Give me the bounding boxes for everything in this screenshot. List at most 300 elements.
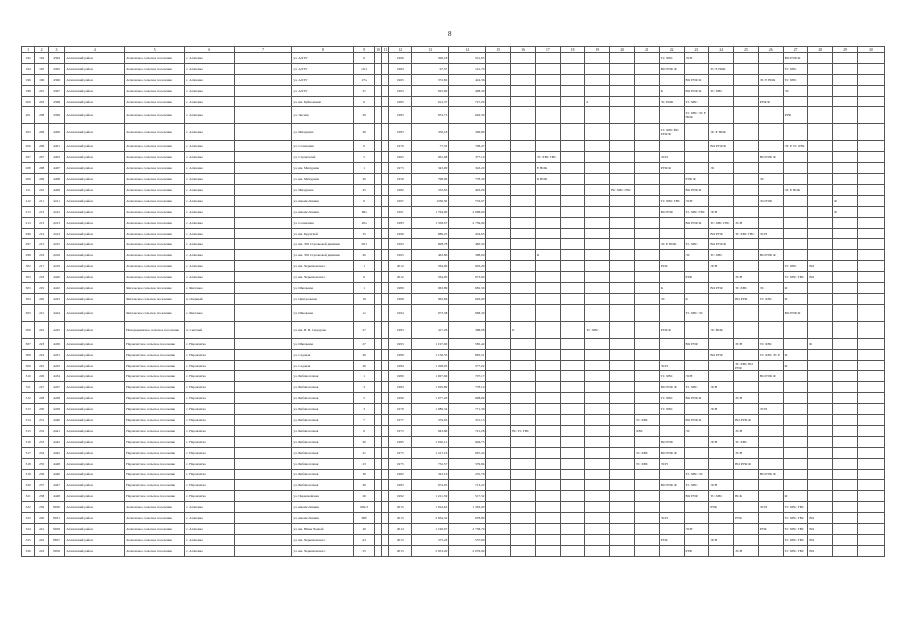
table-cell: ТС Е НОК xyxy=(709,63,734,74)
table-cell: с. Агаповка xyxy=(185,107,235,124)
table-cell xyxy=(734,371,759,382)
table-cell: Агаповское сельское поселение xyxy=(125,217,185,228)
table-cell: 3 xyxy=(354,404,375,415)
table-cell: 372,82 xyxy=(412,74,449,85)
table-cell: ЭС Е НОК xyxy=(659,239,684,250)
table-cell xyxy=(610,425,635,436)
table-cell: с. Янгелька xyxy=(185,304,235,321)
table-cell xyxy=(535,239,560,250)
column-header: 8 xyxy=(292,47,354,53)
table-cell: ТС ХВС xyxy=(659,53,684,64)
table-cell xyxy=(709,458,734,469)
table-cell: 213 xyxy=(35,217,48,228)
table-cell xyxy=(560,206,585,217)
table-cell: ЭСН xyxy=(684,195,709,206)
table-cell xyxy=(585,415,610,426)
table-cell xyxy=(382,382,389,393)
table-cell: РУФ xyxy=(684,272,709,283)
table-cell: п. Озерный xyxy=(185,293,235,304)
table-cell: ВО РУФ Ф xyxy=(758,250,783,261)
table-cell xyxy=(535,293,560,304)
table-cell xyxy=(758,107,783,124)
table-cell: 4437 xyxy=(48,382,65,393)
table-cell xyxy=(486,534,511,545)
table-cell: 1979 xyxy=(389,404,412,415)
table-cell: 1 xyxy=(354,371,375,382)
table-cell xyxy=(734,141,759,152)
table-cell xyxy=(382,458,389,469)
table-cell xyxy=(535,124,560,141)
table-cell: 1975 xyxy=(389,425,412,436)
table-cell xyxy=(783,480,808,491)
table-cell: 532,63 xyxy=(412,185,449,196)
table-cell xyxy=(610,107,635,124)
table-cell: Агаповское сельское поселение xyxy=(125,124,185,141)
table-cell xyxy=(635,513,660,524)
table-cell: ул. Первомайская xyxy=(292,491,354,502)
table-cell xyxy=(382,206,389,217)
table-cell xyxy=(382,74,389,85)
table-cell: ВО РУФ Ф xyxy=(734,458,759,469)
table-cell xyxy=(808,141,833,152)
table-cell: 226 xyxy=(35,371,48,382)
table-cell: 1991 xyxy=(389,206,412,217)
table-row xyxy=(22,141,885,152)
column-header: 21 xyxy=(635,47,660,53)
table-cell: Агаповский район xyxy=(65,513,125,524)
table-cell: ВС ТС ГВС xyxy=(511,425,536,436)
table-cell: 1984 xyxy=(389,360,412,371)
table-cell xyxy=(734,195,759,206)
table-cell xyxy=(486,304,511,321)
table-cell: с. Агаповка xyxy=(185,74,235,85)
table-row xyxy=(22,185,885,196)
table-cell: с. Агаповка xyxy=(185,163,235,174)
column-header: 17 xyxy=(535,47,560,53)
table-cell: 493,00 xyxy=(449,185,486,196)
table-cell xyxy=(709,185,734,196)
table-cell: 771,39 xyxy=(449,404,486,415)
table-cell: с. Агаповка xyxy=(185,174,235,185)
table-cell xyxy=(560,217,585,228)
table-cell: 379,63 xyxy=(412,415,449,426)
table-cell xyxy=(783,174,808,185)
table-cell: Агаповское сельское поселение xyxy=(125,239,185,250)
table-cell: Агаповский район xyxy=(65,261,125,272)
table-cell: ул. имени Ленина xyxy=(292,206,354,217)
table-cell: 4399 xyxy=(48,107,65,124)
table-cell xyxy=(234,250,292,261)
table-cell xyxy=(833,480,858,491)
table-cell xyxy=(535,447,560,458)
table-cell: 506,18 xyxy=(412,53,449,64)
table-cell: Наровчатское сельское поселение xyxy=(125,447,185,458)
table-cell xyxy=(734,85,759,96)
table-cell xyxy=(486,63,511,74)
table-cell xyxy=(511,228,536,239)
table-row xyxy=(22,393,885,404)
table-cell xyxy=(585,304,610,321)
table-cell xyxy=(833,393,858,404)
table-row xyxy=(22,491,885,502)
table-cell: 323 xyxy=(22,513,35,524)
table-cell: 1984 xyxy=(389,63,412,74)
table-cell: 303 xyxy=(22,272,35,283)
table-cell xyxy=(511,206,536,217)
table-cell xyxy=(709,513,734,524)
table-cell: ВО РУФ xyxy=(684,491,709,502)
table-cell: ВС ХВС ГВС xyxy=(610,185,635,196)
table-cell: 303 xyxy=(22,283,35,294)
table-cell: 1994 xyxy=(389,304,412,321)
table-cell xyxy=(610,523,635,534)
table-cell xyxy=(610,195,635,206)
table-cell: 1983 xyxy=(389,480,412,491)
table-cell: Наровчатское сельское поселение xyxy=(125,436,185,447)
table-cell: ул. Садовая xyxy=(292,349,354,360)
table-cell: Агаповский район xyxy=(65,185,125,196)
table-cell: 5 xyxy=(354,393,375,404)
table-cell xyxy=(585,545,610,556)
table-cell xyxy=(585,338,610,349)
table-cell xyxy=(833,404,858,415)
table-cell xyxy=(382,304,389,321)
table-cell: с. Наровчатка xyxy=(185,447,235,458)
table-cell: К xyxy=(684,293,709,304)
table-cell xyxy=(610,74,635,85)
table-cell xyxy=(585,174,610,185)
table-cell xyxy=(535,107,560,124)
table-cell xyxy=(857,163,884,174)
table-cell xyxy=(833,63,858,74)
table-cell: 4415 xyxy=(48,239,65,250)
table-cell xyxy=(659,228,684,239)
table-cell xyxy=(808,321,833,338)
table-cell xyxy=(560,239,585,250)
table-cell: Наровчатское сельское поселение xyxy=(125,458,185,469)
table-cell xyxy=(758,185,783,196)
table-cell xyxy=(857,261,884,272)
table-cell: 315 xyxy=(22,425,35,436)
table-cell xyxy=(635,283,660,294)
table-cell xyxy=(374,502,381,513)
table-cell: 68а/3 xyxy=(354,502,375,513)
table-cell: 316 xyxy=(22,436,35,447)
table-cell xyxy=(758,415,783,426)
table-cell: Агаповский район xyxy=(65,217,125,228)
table-cell: ТС ХВС xyxy=(585,321,610,338)
table-cell xyxy=(758,480,783,491)
table-cell: Агаповский район xyxy=(65,107,125,124)
table-cell xyxy=(833,152,858,163)
table-cell xyxy=(374,272,381,283)
table-cell xyxy=(684,513,709,524)
table-cell: ул. им. Черняховского xyxy=(292,272,354,283)
table-cell: 4419 xyxy=(48,261,65,272)
table-cell xyxy=(808,239,833,250)
column-header: 16 xyxy=(511,47,536,53)
table-cell: 721,28 xyxy=(449,425,486,436)
table-cell xyxy=(374,163,381,174)
table-cell xyxy=(511,124,536,141)
table-cell xyxy=(535,480,560,491)
table-cell xyxy=(535,382,560,393)
table-cell xyxy=(857,447,884,458)
table-cell: ЭСН xyxy=(709,261,734,272)
table-cell xyxy=(734,206,759,217)
table-cell xyxy=(684,458,709,469)
table-cell xyxy=(833,502,858,513)
table-cell xyxy=(535,283,560,294)
table-cell xyxy=(585,382,610,393)
table-cell xyxy=(758,206,783,217)
table-cell: РУФ xyxy=(659,261,684,272)
table-cell: ЭСН xyxy=(684,371,709,382)
table-cell xyxy=(234,74,292,85)
table-row xyxy=(22,338,885,349)
table-cell: Агаповское сельское поселение xyxy=(125,107,185,124)
table-cell xyxy=(234,458,292,469)
table-cell xyxy=(734,53,759,64)
table-cell: 26 xyxy=(354,523,375,534)
table-cell xyxy=(659,174,684,185)
table-cell: 973,60 xyxy=(449,272,486,283)
table-cell: 408,30 xyxy=(449,85,486,96)
table-cell: 306 xyxy=(22,321,35,338)
table-cell: 649,30 xyxy=(449,107,486,124)
table-cell: 1 197,90 xyxy=(412,338,449,349)
table-cell xyxy=(758,239,783,250)
table-cell xyxy=(511,447,536,458)
table-cell: ЭСН xyxy=(758,228,783,239)
table-cell: 1968 xyxy=(389,293,412,304)
table-cell xyxy=(635,480,660,491)
table-cell: 10/1 xyxy=(354,63,375,74)
table-row xyxy=(22,480,885,491)
table-cell: 1983 xyxy=(389,321,412,338)
table-cell: 29 xyxy=(354,107,375,124)
table-cell: 26 xyxy=(354,349,375,360)
table-cell xyxy=(234,163,292,174)
table-cell xyxy=(635,349,660,360)
table-cell: ЭС xyxy=(659,293,684,304)
table-cell: 2 758,70 xyxy=(449,523,486,534)
table-cell: 320 xyxy=(22,480,35,491)
table-cell: 4416 xyxy=(48,250,65,261)
table-row xyxy=(22,534,885,545)
table-cell: 4438 xyxy=(48,393,65,404)
table-cell xyxy=(758,321,783,338)
table-cell xyxy=(535,436,560,447)
table-cell xyxy=(734,239,759,250)
table-cell: 1997 xyxy=(389,195,412,206)
table-cell: ВО РУФ Ф xyxy=(783,53,808,64)
table-cell xyxy=(857,404,884,415)
table-cell: 963,89 xyxy=(412,283,449,294)
table-row xyxy=(22,293,885,304)
table-cell xyxy=(808,393,833,404)
table-cell xyxy=(857,502,884,513)
table-cell xyxy=(709,304,734,321)
table-cell: ЭСН xyxy=(709,382,734,393)
table-cell: 1993 xyxy=(389,338,412,349)
table-cell xyxy=(560,195,585,206)
table-cell: 1 363,00 xyxy=(449,502,486,513)
table-cell: ТС ХВС ВО РУФ xyxy=(734,360,759,371)
column-header: 2 xyxy=(35,47,48,53)
table-cell xyxy=(234,96,292,107)
table-body xyxy=(22,53,885,557)
table-cell: 208 xyxy=(35,163,48,174)
table-cell xyxy=(857,513,884,524)
table-cell: РУФ Ф xyxy=(659,163,684,174)
table-cell xyxy=(382,523,389,534)
table-cell xyxy=(486,491,511,502)
table-cell xyxy=(374,382,381,393)
table-cell xyxy=(486,458,511,469)
table-cell xyxy=(808,152,833,163)
table-cell: ТС ХВС xyxy=(635,447,660,458)
table-cell: 1990 xyxy=(389,393,412,404)
table-cell xyxy=(610,480,635,491)
table-cell xyxy=(684,228,709,239)
table-cell: ТС ХВС xyxy=(659,404,684,415)
table-cell xyxy=(374,261,381,272)
table-row xyxy=(22,53,885,64)
table-cell: 9029 xyxy=(48,523,65,534)
table-cell xyxy=(659,425,684,436)
table-cell xyxy=(857,371,884,382)
table-cell xyxy=(857,217,884,228)
table-cell: 36 xyxy=(354,480,375,491)
table-cell xyxy=(610,469,635,480)
table-cell xyxy=(808,63,833,74)
table-cell xyxy=(560,360,585,371)
table-cell xyxy=(635,491,660,502)
table-cell xyxy=(659,74,684,85)
table-cell xyxy=(535,502,560,513)
table-cell: с. Агаповка xyxy=(185,152,235,163)
table-cell xyxy=(234,349,292,360)
table-cell xyxy=(610,53,635,64)
table-cell: ул. Строителей xyxy=(292,152,354,163)
table-cell xyxy=(833,228,858,239)
table-cell: ЭСН xyxy=(709,534,734,545)
table-cell: ул. им. 350 Стрелковой дивизии xyxy=(292,239,354,250)
table-row xyxy=(22,415,885,426)
table-cell xyxy=(560,124,585,141)
table-row xyxy=(22,195,885,206)
table-cell xyxy=(585,283,610,294)
table-cell: Агаповский район xyxy=(65,85,125,96)
table-cell xyxy=(808,74,833,85)
table-cell xyxy=(511,217,536,228)
table-cell: 331,13 xyxy=(449,415,486,426)
table-cell xyxy=(374,217,381,228)
table-cell xyxy=(511,261,536,272)
table-cell xyxy=(374,404,381,415)
table-cell: РУФ Ф xyxy=(684,174,709,185)
table-cell: ул. АЛТУ xyxy=(292,85,354,96)
table-cell: ЭСН xyxy=(734,338,759,349)
table-row xyxy=(22,283,885,294)
table-cell: 798,00 xyxy=(412,174,449,185)
table-cell: 1963 xyxy=(389,85,412,96)
table-cell xyxy=(234,85,292,96)
table-cell: ТС ХВС xyxy=(684,480,709,491)
table-cell xyxy=(684,261,709,272)
table-cell: 733,07 xyxy=(449,195,486,206)
table-cell xyxy=(659,304,684,321)
table-cell xyxy=(535,360,560,371)
table-cell: 1 208,95 xyxy=(412,360,449,371)
table-cell: 778,30 xyxy=(449,174,486,185)
table-cell xyxy=(659,141,684,152)
table-cell: 4441 xyxy=(48,425,65,436)
table-row xyxy=(22,63,885,74)
table-cell xyxy=(833,545,858,556)
table-cell: 1 764,00 xyxy=(412,206,449,217)
table-cell xyxy=(511,239,536,250)
table-cell xyxy=(560,404,585,415)
table-cell: Агаповский район xyxy=(65,228,125,239)
table-cell: 1975 xyxy=(389,458,412,469)
table-cell xyxy=(560,480,585,491)
table-cell: 463,86 xyxy=(412,250,449,261)
table-cell: ВО РУФ xyxy=(734,293,759,304)
table-cell: ВО РУФ Ф xyxy=(659,382,684,393)
table-cell xyxy=(486,382,511,393)
table-cell xyxy=(684,447,709,458)
table-cell xyxy=(610,174,635,185)
table-cell xyxy=(382,63,389,74)
table-cell: ЭСН xyxy=(659,152,684,163)
table-cell xyxy=(234,239,292,250)
table-cell: ВО xyxy=(808,545,833,556)
table-cell: ул. АЛТУ xyxy=(292,63,354,74)
table-cell xyxy=(709,415,734,426)
table-cell xyxy=(610,338,635,349)
table-cell: РУФ xyxy=(709,502,734,513)
table-cell: 4440 xyxy=(48,415,65,426)
table-cell xyxy=(486,415,511,426)
table-cell xyxy=(486,185,511,196)
column-header: 7 xyxy=(234,47,292,53)
table-cell: ВО РУФ Ф xyxy=(758,152,783,163)
table-cell xyxy=(511,360,536,371)
table-cell xyxy=(833,304,858,321)
table-cell xyxy=(234,152,292,163)
table-cell xyxy=(610,513,635,524)
table-cell xyxy=(382,425,389,436)
table-cell xyxy=(585,360,610,371)
table-cell xyxy=(833,283,858,294)
table-cell xyxy=(511,85,536,96)
table-cell xyxy=(857,293,884,304)
table-cell: 517,32 xyxy=(449,491,486,502)
table-cell: 239 xyxy=(35,502,48,513)
table-cell: 608,78 xyxy=(412,239,449,250)
table-cell xyxy=(833,85,858,96)
table-cell: РУФ xyxy=(684,545,709,556)
table-cell: РУФ xyxy=(783,107,808,124)
table-cell: Наровчатское сельское поселение xyxy=(125,349,185,360)
table-cell xyxy=(857,436,884,447)
table-cell xyxy=(560,447,585,458)
table-cell: Агаповский район xyxy=(65,250,125,261)
table-cell xyxy=(808,382,833,393)
table-cell: 4432 xyxy=(48,360,65,371)
